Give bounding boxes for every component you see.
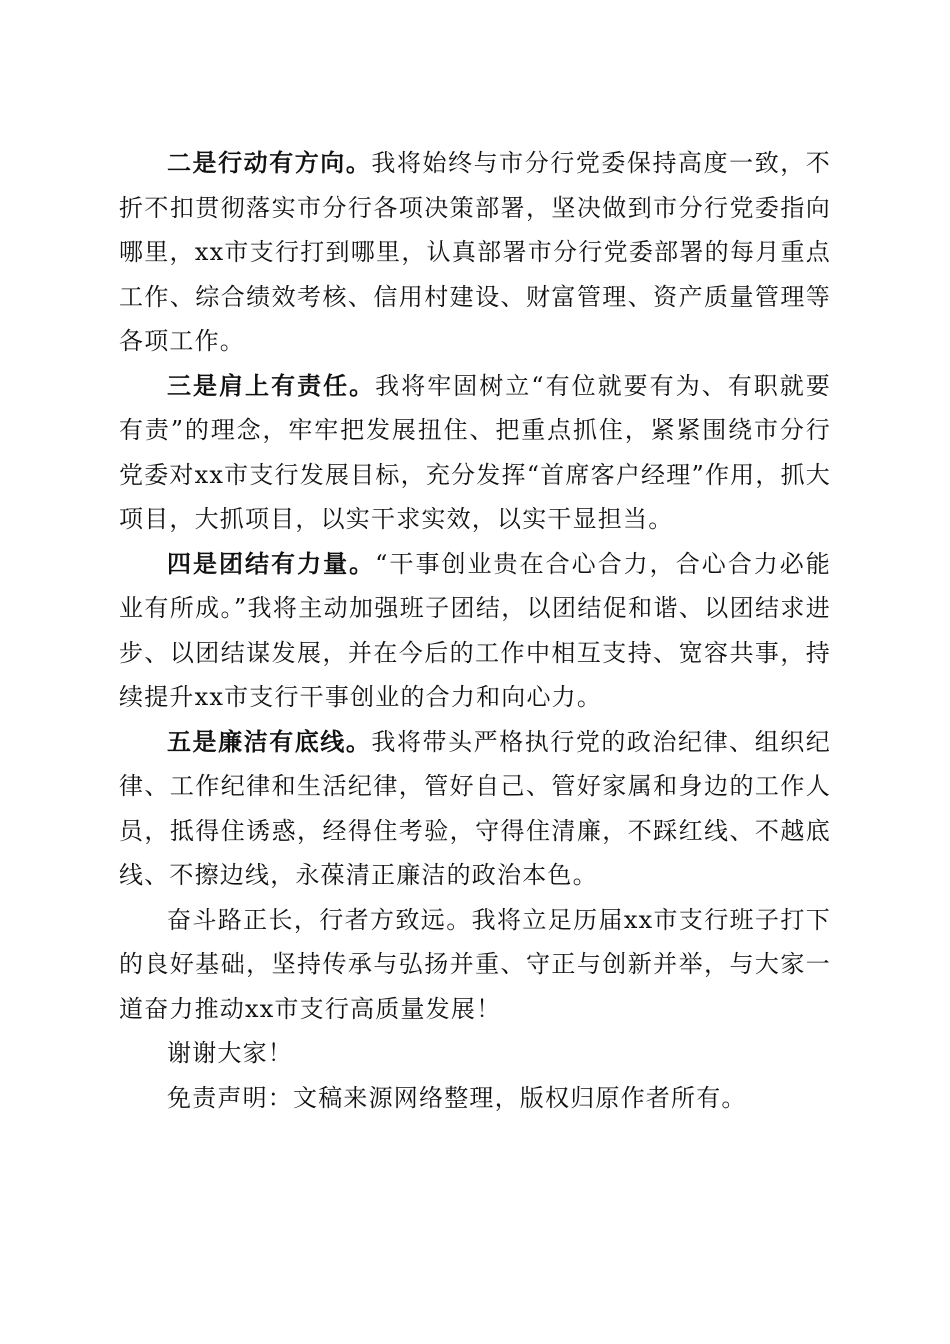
document-body — [119, 141, 831, 1120]
paragraph-unity — [119, 542, 831, 720]
paragraph-lead: 二是行动有方向。 — [167, 148, 372, 177]
paragraph-closing: 奋斗路正长，行者方致远。我将立足历届xx市支行班子打下的良好基础，坚持传承与弘扬并重、守正与创新并举，与大家一道奋力推动xx市支行高质量发展！ — [119, 905, 831, 1023]
paragraph-lead: 三是肩上有责任。 — [167, 370, 376, 400]
paragraph-lead: 四是团结有力量。 — [167, 548, 376, 578]
paragraph-responsibility — [119, 364, 831, 542]
paragraph-thanks: 谢谢大家！ — [167, 1039, 293, 1067]
paragraph-text: 我将带头严格执行党的政治纪律、组织纪律、工作纪律和生活纪律，管好自己、管好家属和身边的工作人员，抵得住诱惑，经得住考验，守得住清廉，不踩红线、不越底线、不擦边线，永葆清正廉洁的政治本色。 — [119, 727, 831, 889]
paragraph-lead: 五是廉洁有底线。 — [167, 726, 372, 756]
paragraph-text: 我将牢固树立“有位就要有为、有职就要有责”的理念，牢牢把发展扭住、把重点抓住，紧紧围绕市分行党委对xx市支行发展目标，充分发挥“首席客户经理”作用，抓大项目，大抓项目，以实干求实效，以实干显担当。 — [119, 371, 831, 533]
paragraph-integrity — [119, 720, 831, 898]
paragraph-action-direction — [119, 141, 831, 364]
paragraph-text: 我将始终与市分行党委保持高度一致，不折不扣贯彻落实市分行各项决策部署，坚决做到市分行党委指向哪里，xx市支行打到哪里，认真部署市分行党委部署的每月重点工作、综合绩效考核、信用村建设、财富管理、资产质量管理等各项工作。 — [119, 149, 831, 355]
paragraph-disclaimer: 免责声明：文稿来源网络整理，版权归原作者所有。 — [167, 1083, 747, 1112]
paragraph-text: “干事创业贵在合心合力，合心合力必能业有所成。”我将主动加强班子团结，以团结促和谐、以团结求进步、以团结谋发展，并在今后的工作中相互支持、宽容共事，持续提升xx市支行干事创业的合力和向心力。 — [119, 549, 831, 711]
